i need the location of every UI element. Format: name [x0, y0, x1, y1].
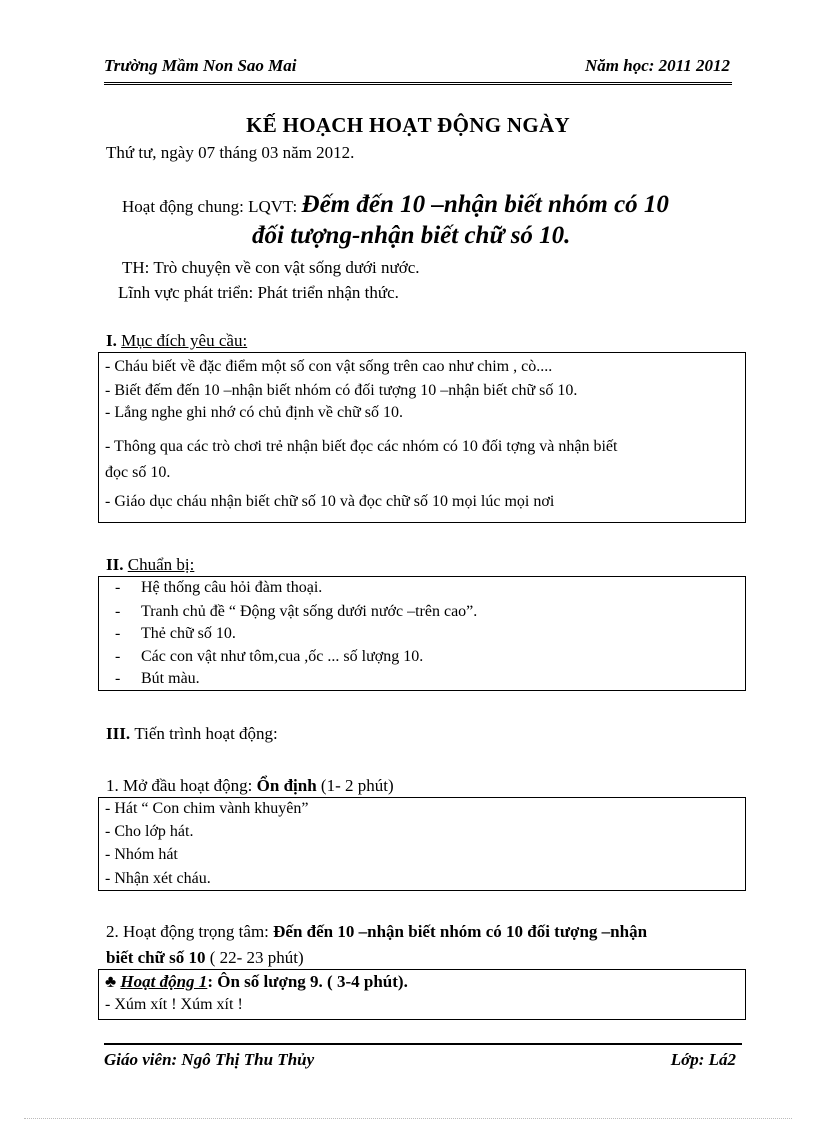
section-1-box	[98, 352, 746, 523]
theme-line: TH: Trò chuyện về con vật sống dưới nước.	[122, 258, 420, 277]
section-1-number: I.	[106, 331, 122, 350]
section-3-number: III.	[106, 724, 135, 743]
list-item: - Hát “ Con chim vành khuyên”	[105, 800, 309, 817]
activity-line	[122, 191, 669, 219]
page-title: KẾ HOẠCH HOẠT ĐỘNG NGÀY	[246, 113, 570, 137]
section-2-box	[98, 576, 746, 691]
list-item: - Cho lớp hát.	[105, 823, 194, 840]
teacher-name: Giáo viên: Ngô Thị Thu Thủy	[104, 1050, 315, 1069]
list-item: đọc số 10.	[105, 464, 171, 481]
activity-1-text: : Ôn số lượng 9. ( 3-4 phút).	[207, 972, 408, 991]
list-item-text: Các con vật như tôm,cua ,ốc ... số lượng 10.	[141, 648, 424, 665]
list-item: - Thẻ chữ số 10.	[115, 625, 236, 642]
part-2-heading-cont	[106, 948, 304, 968]
activity-1-line	[105, 972, 408, 992]
field-line: Lĩnh vực phát triển: Phát triển nhận thức.	[118, 283, 399, 302]
part-2-time: ( 22- 23 phút)	[205, 948, 304, 967]
part-1-box	[98, 797, 746, 891]
section-3-title: Tiến trình hoạt động:	[134, 724, 278, 743]
date-line: Thứ tư, ngày 07 tháng 03 năm 2012.	[106, 143, 355, 162]
section-1-title: Mục đích yêu cầu:	[121, 331, 248, 350]
activity-topic-2: đối tượng-nhận biết chữ só 10.	[252, 222, 571, 249]
list-item: - Nhận xét cháu.	[105, 870, 211, 887]
part-2-box	[98, 969, 746, 1020]
list-item: - Bút màu.	[115, 670, 200, 687]
list-item: - Giáo dục cháu nhận biết chữ số 10 và đọc chữ số 10 mọi lúc mọi nơi	[105, 493, 555, 510]
list-item: - Thông qua các trò chơi trẻ nhận biết đọc các nhóm có 10 đối tợng và nhận biết	[105, 438, 618, 455]
list-item: - Cháu biết về đặc điểm một số con vật sống trên cao như chim , cò....	[105, 358, 553, 375]
section-2-title: Chuẩn bị:	[127, 555, 195, 574]
list-item-text: Bút màu.	[141, 670, 200, 687]
list-item-text: Tranh chủ đề “ Động vật sống dưới nước –trên cao”.	[141, 603, 478, 620]
school-name: Trường Mầm Non Sao Mai	[104, 56, 297, 75]
list-item: - Tranh chủ đề “ Động vật sống dưới nước –trên cao”.	[115, 603, 478, 620]
page-edge-dots	[24, 1118, 792, 1119]
part-1-label: 1. Mở đầu hoạt động:	[106, 776, 257, 795]
section-2-heading	[106, 555, 194, 575]
part-1-time: (1- 2 phút)	[316, 776, 394, 795]
list-item: - Biết đếm đến 10 –nhận biết nhóm có đối tượng 10 –nhận biết chữ số 10.	[105, 382, 578, 399]
part-1-heading	[106, 776, 394, 796]
activity-1-label: Hoạt động 1	[120, 972, 208, 991]
list-item: - Hệ thống câu hỏi đàm thoại.	[115, 579, 323, 596]
section-1-heading	[106, 331, 247, 351]
list-item: - Các con vật như tôm,cua ,ốc ... số lượng 10.	[115, 648, 424, 665]
header-divider	[104, 82, 732, 85]
club-icon: ♣	[105, 972, 117, 991]
part-1-bold: Ổn định	[256, 776, 317, 795]
class-name: Lớp: Lá2	[670, 1050, 736, 1069]
activity-topic-1: Đếm đến 10 –nhận biết nhóm có 10	[301, 191, 669, 218]
list-item: - Lắng nghe ghi nhớ có chủ định về chữ số 10.	[105, 404, 403, 421]
list-item: - Xúm xít ! Xúm xít !	[105, 996, 243, 1013]
activity-label: Hoạt động chung: LQVT:	[122, 197, 302, 216]
footer-divider	[104, 1043, 742, 1045]
part-2-label: 2. Hoạt động trọng tâm:	[106, 922, 274, 941]
section-2-number: II.	[106, 555, 128, 574]
list-item: - Nhóm hát	[105, 846, 178, 863]
part-2-heading	[106, 922, 647, 942]
school-year: Năm học: 2011 2012	[585, 56, 730, 75]
list-item-text: Hệ thống câu hỏi đàm thoại.	[141, 579, 323, 596]
part-2-bold-2: biết chữ số 10	[106, 948, 206, 967]
section-3-heading	[106, 724, 278, 744]
part-2-bold-1: Đến đến 10 –nhận biết nhóm có 10 đối tượng –nhận	[273, 922, 648, 941]
list-item-text: Thẻ chữ số 10.	[141, 625, 236, 642]
